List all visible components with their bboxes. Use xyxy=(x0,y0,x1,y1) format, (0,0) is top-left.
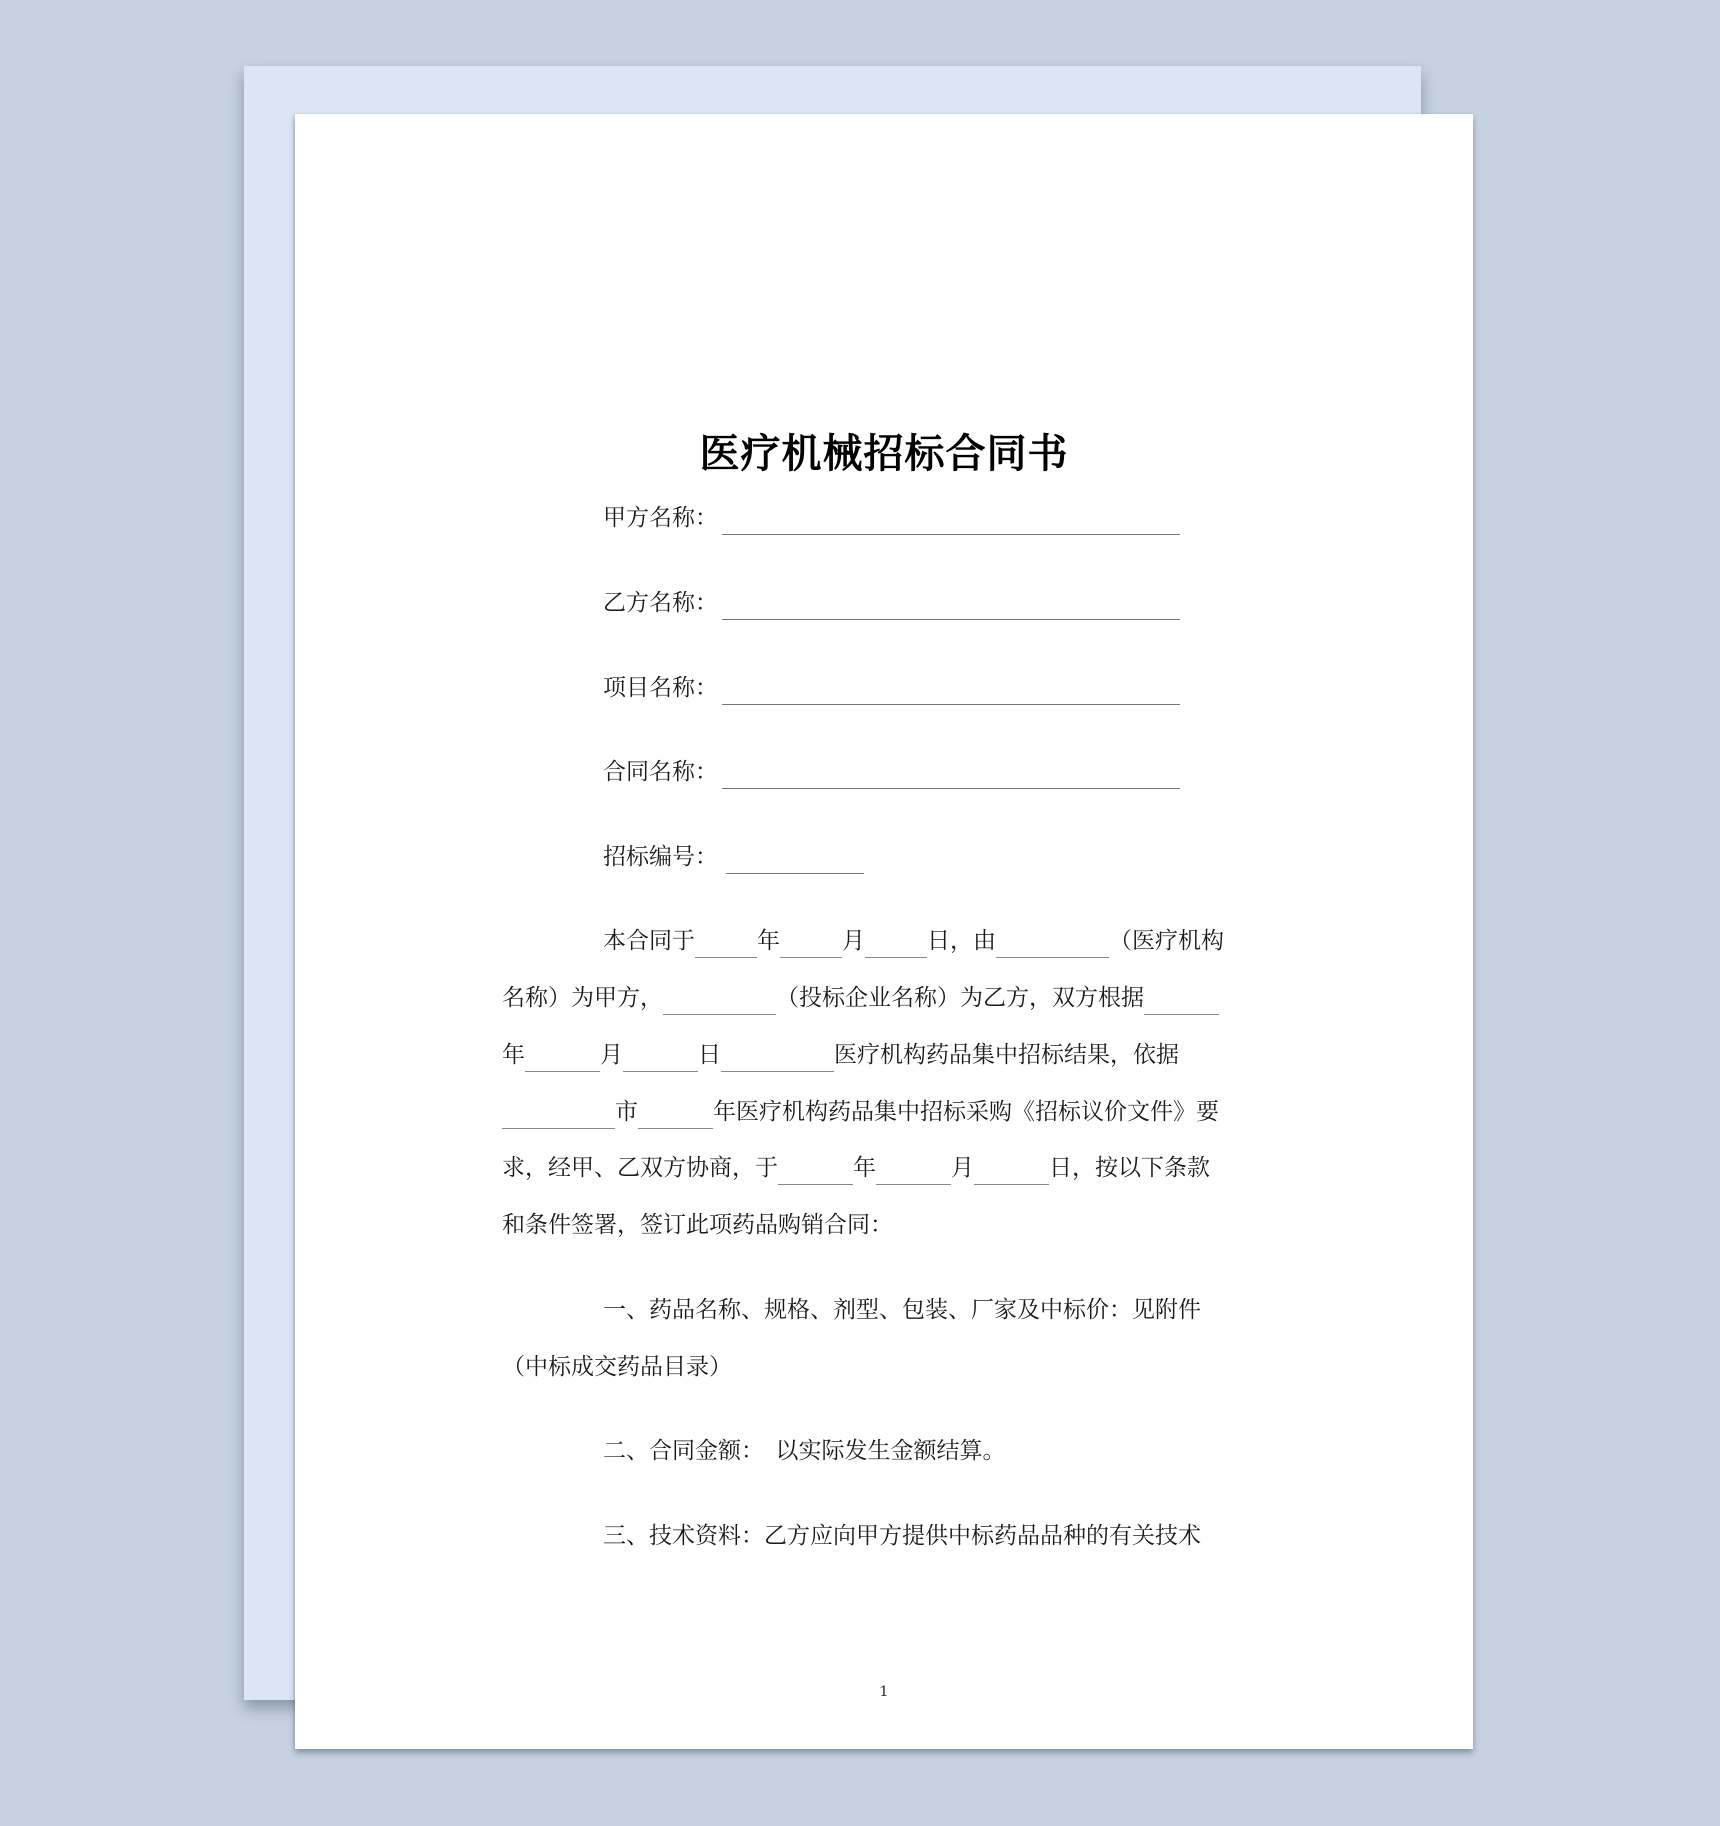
page-number: 1 xyxy=(879,1684,889,1700)
text: 名称）为甲方， xyxy=(502,985,663,1011)
year-blank[interactable] xyxy=(638,1102,713,1129)
year-blank[interactable] xyxy=(778,1158,853,1185)
text: 求，经甲、乙双方协商，于 xyxy=(502,1155,778,1181)
text: 月 xyxy=(951,1155,974,1181)
preamble-line-4 xyxy=(502,1095,1262,1129)
institution-blank[interactable] xyxy=(996,931,1109,958)
text: 医疗机构药品集中招标结果，依据 xyxy=(834,1042,1179,1068)
text: 年 xyxy=(853,1155,876,1181)
field-label: 乙方名称： xyxy=(603,590,718,616)
city-blank[interactable] xyxy=(502,1102,615,1129)
text: 日，按以下条款 xyxy=(1049,1155,1210,1181)
tender-number-blank[interactable] xyxy=(726,847,864,874)
field-party-a xyxy=(603,501,1180,535)
field-party-b xyxy=(603,586,1180,620)
field-label: 招标编号： xyxy=(603,844,718,870)
text: （医疗机构 xyxy=(1109,928,1224,954)
document-title: 医疗机械招标合同书 xyxy=(699,431,1069,477)
year-blank[interactable] xyxy=(525,1045,600,1072)
field-tender-number xyxy=(603,840,864,874)
preamble-line-6 xyxy=(502,1208,1262,1242)
preamble-line-5 xyxy=(502,1151,1262,1185)
text: 月 xyxy=(600,1042,623,1068)
text: 市 xyxy=(615,1099,638,1125)
preamble-line-3 xyxy=(502,1038,1262,1072)
text: 和条件签署，签订此项药品购销合同： xyxy=(502,1212,893,1238)
month-blank[interactable] xyxy=(876,1158,951,1185)
basis-blank[interactable] xyxy=(1144,988,1219,1015)
clause-3: 三、技术资料：乙方应向甲方提供中标药品品种的有关技术 xyxy=(603,1523,1201,1549)
preamble-line-1 xyxy=(502,924,1262,958)
day-blank[interactable] xyxy=(974,1158,1049,1185)
text: 日 xyxy=(698,1042,721,1068)
document-page xyxy=(295,114,1473,1749)
text: 本合同于 xyxy=(603,928,695,954)
text: （投标企业名称）为乙方，双方根据 xyxy=(776,985,1144,1011)
region-blank[interactable] xyxy=(721,1045,834,1072)
field-label: 合同名称： xyxy=(603,759,718,785)
text: 日，由 xyxy=(927,928,996,954)
party-b-blank[interactable] xyxy=(722,593,1180,620)
day-blank[interactable] xyxy=(865,931,927,958)
month-blank[interactable] xyxy=(623,1045,698,1072)
text: 年医疗机构药品集中招标采购《招标议价文件》要 xyxy=(713,1099,1219,1125)
project-name-blank[interactable] xyxy=(722,678,1180,705)
bidder-blank[interactable] xyxy=(663,988,776,1015)
field-label: 甲方名称： xyxy=(603,505,718,531)
field-contract-name xyxy=(603,755,1180,789)
clause-1-line-2: （中标成交药品目录） xyxy=(502,1354,732,1380)
clause-1-line-1: 一、药品名称、规格、剂型、包装、厂家及中标价：见附件 xyxy=(603,1297,1201,1323)
field-label: 项目名称： xyxy=(603,675,718,701)
text: 月 xyxy=(842,928,865,954)
field-project-name xyxy=(603,671,1180,705)
preamble-line-2 xyxy=(502,981,1262,1015)
text: 年 xyxy=(757,928,780,954)
month-blank[interactable] xyxy=(780,931,842,958)
year-blank[interactable] xyxy=(695,931,757,958)
clause-2: 二、合同金额： 以实际发生金额结算。 xyxy=(603,1438,1006,1464)
contract-name-blank[interactable] xyxy=(722,762,1180,789)
party-a-blank[interactable] xyxy=(722,508,1180,535)
text: 年 xyxy=(502,1042,525,1068)
